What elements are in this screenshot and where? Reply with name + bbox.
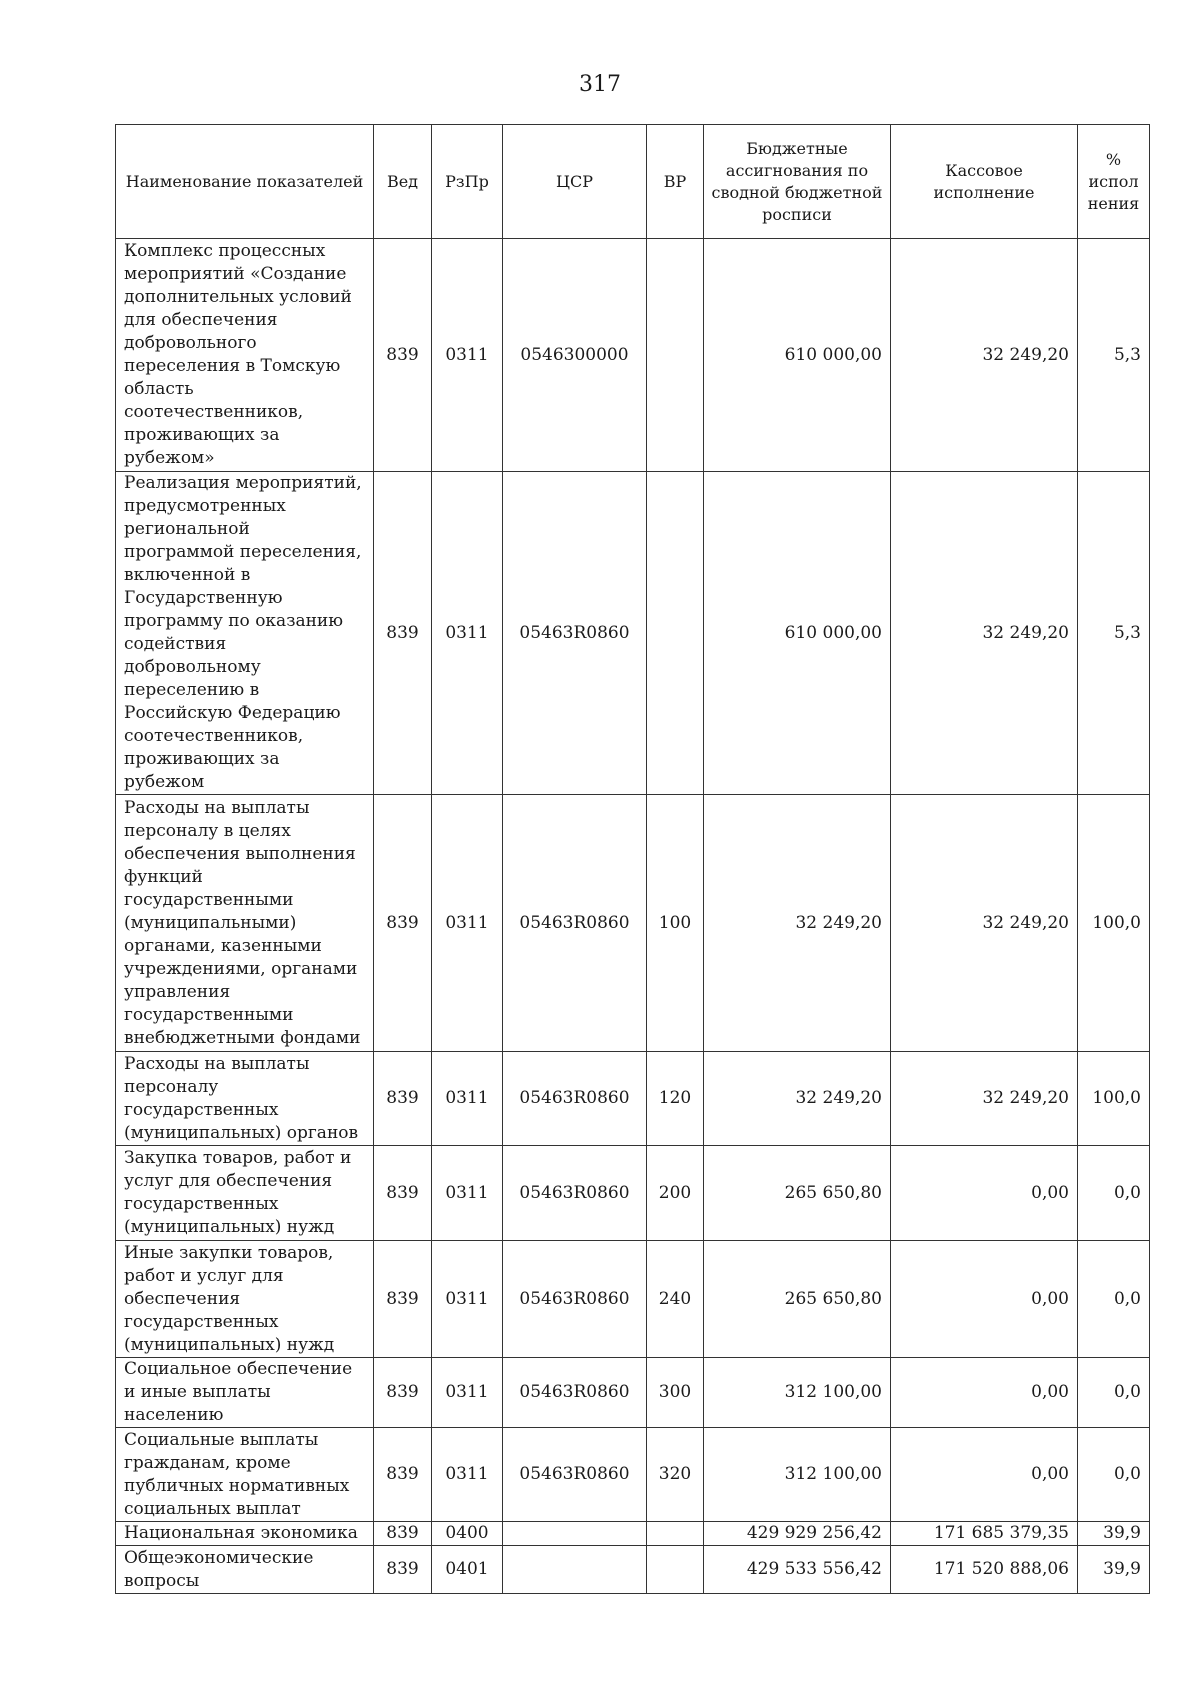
cell-budget: 32 249,20 <box>704 1052 891 1146</box>
cell-budget: 32 249,20 <box>704 795 891 1052</box>
header-cash: Кассовое исполнение <box>891 125 1078 239</box>
cell-csr: 0546300000 <box>503 239 647 472</box>
cell-budget: 429 533 556,42 <box>704 1546 891 1594</box>
budget-table <box>115 124 1150 1594</box>
cell-rzpr: 0311 <box>432 1146 503 1241</box>
cell-vr: 320 <box>647 1428 704 1522</box>
cell-vr <box>647 1546 704 1594</box>
cell-name: Расходы на выплаты персоналу в целях обеспечения выполнения функций государственными (муниципальными) органами, казенными учреждениями, органами управления государственными внебюджетными фондами <box>116 795 374 1052</box>
cell-budget: 312 100,00 <box>704 1428 891 1522</box>
cell-vr: 120 <box>647 1052 704 1146</box>
cell-vr: 200 <box>647 1146 704 1241</box>
cell-ved: 839 <box>374 1546 432 1594</box>
cell-rzpr: 0401 <box>432 1546 503 1594</box>
cell-ved: 839 <box>374 1052 432 1146</box>
header-ved: Вед <box>374 125 432 239</box>
cell-cash: 32 249,20 <box>891 795 1078 1052</box>
header-percent: % испол нения <box>1078 125 1150 239</box>
cell-cash: 171 520 888,06 <box>891 1546 1078 1594</box>
table-row <box>116 1428 1150 1522</box>
header-rzpr: РзПр <box>432 125 503 239</box>
cell-percent: 0,0 <box>1078 1428 1150 1522</box>
cell-csr: 05463R0860 <box>503 795 647 1052</box>
table-header-row <box>116 125 1150 239</box>
cell-percent: 5,3 <box>1078 239 1150 472</box>
cell-cash: 0,00 <box>891 1146 1078 1241</box>
header-budget: Бюджетные ассигнования по сводной бюджетной росписи <box>704 125 891 239</box>
cell-ved: 839 <box>374 1146 432 1241</box>
cell-csr: 05463R0860 <box>503 1146 647 1241</box>
cell-name: Комплекс процессных мероприятий «Создание дополнительных условий для обеспечения добровольного переселения в Томскую область соотечественников, проживающих за рубежом» <box>116 239 374 472</box>
cell-budget: 265 650,80 <box>704 1241 891 1358</box>
cell-name: Социальное обеспечение и иные выплаты населению <box>116 1358 374 1428</box>
cell-ved: 839 <box>374 1522 432 1546</box>
cell-csr <box>503 1522 647 1546</box>
cell-rzpr: 0311 <box>432 1428 503 1522</box>
cell-csr: 05463R0860 <box>503 1241 647 1358</box>
cell-cash: 32 249,20 <box>891 239 1078 472</box>
header-vr: ВР <box>647 125 704 239</box>
table-row <box>116 795 1150 1052</box>
cell-percent: 39,9 <box>1078 1546 1150 1594</box>
table-row <box>116 1146 1150 1241</box>
cell-percent: 0,0 <box>1078 1358 1150 1428</box>
cell-ved: 839 <box>374 239 432 472</box>
cell-ved: 839 <box>374 795 432 1052</box>
cell-budget: 429 929 256,42 <box>704 1522 891 1546</box>
cell-name: Закупка товаров, работ и услуг для обеспечения государственных (муниципальных) нужд <box>116 1146 374 1241</box>
cell-vr: 300 <box>647 1358 704 1428</box>
cell-percent: 5,3 <box>1078 472 1150 795</box>
cell-csr <box>503 1546 647 1594</box>
cell-vr <box>647 1522 704 1546</box>
cell-csr: 05463R0860 <box>503 1052 647 1146</box>
cell-percent: 100,0 <box>1078 1052 1150 1146</box>
cell-vr <box>647 239 704 472</box>
table-row <box>116 1052 1150 1146</box>
header-name: Наименование показателей <box>116 125 374 239</box>
cell-ved: 839 <box>374 1358 432 1428</box>
cell-vr: 100 <box>647 795 704 1052</box>
table-row <box>116 239 1150 472</box>
cell-cash: 0,00 <box>891 1428 1078 1522</box>
cell-cash: 0,00 <box>891 1241 1078 1358</box>
header-csr: ЦСР <box>503 125 647 239</box>
cell-percent: 0,0 <box>1078 1241 1150 1358</box>
cell-percent: 0,0 <box>1078 1146 1150 1241</box>
cell-name: Расходы на выплаты персоналу государственных (муниципальных) органов <box>116 1052 374 1146</box>
cell-cash: 32 249,20 <box>891 1052 1078 1146</box>
cell-budget: 610 000,00 <box>704 472 891 795</box>
cell-name: Национальная экономика <box>116 1522 374 1546</box>
cell-rzpr: 0311 <box>432 1052 503 1146</box>
cell-cash: 0,00 <box>891 1358 1078 1428</box>
cell-percent: 39,9 <box>1078 1522 1150 1546</box>
cell-cash: 32 249,20 <box>891 472 1078 795</box>
cell-csr: 05463R0860 <box>503 472 647 795</box>
cell-ved: 839 <box>374 1241 432 1358</box>
cell-budget: 265 650,80 <box>704 1146 891 1241</box>
cell-percent: 100,0 <box>1078 795 1150 1052</box>
table-row <box>116 1546 1150 1594</box>
table-row <box>116 1241 1150 1358</box>
cell-name: Общеэкономические вопросы <box>116 1546 374 1594</box>
cell-budget: 610 000,00 <box>704 239 891 472</box>
cell-rzpr: 0311 <box>432 239 503 472</box>
table-row <box>116 472 1150 795</box>
cell-cash: 171 685 379,35 <box>891 1522 1078 1546</box>
table-row <box>116 1522 1150 1546</box>
cell-vr <box>647 472 704 795</box>
cell-rzpr: 0311 <box>432 472 503 795</box>
cell-ved: 839 <box>374 1428 432 1522</box>
cell-rzpr: 0311 <box>432 1241 503 1358</box>
cell-name: Реализация мероприятий, предусмотренных региональной программой переселения, включенной в Государственную программу по оказанию содействия добровольному переселению в Российскую Федерацию соотечественников, проживающих за рубежом <box>116 472 374 795</box>
cell-vr: 240 <box>647 1241 704 1358</box>
cell-rzpr: 0311 <box>432 795 503 1052</box>
cell-csr: 05463R0860 <box>503 1428 647 1522</box>
cell-rzpr: 0400 <box>432 1522 503 1546</box>
cell-ved: 839 <box>374 472 432 795</box>
cell-budget: 312 100,00 <box>704 1358 891 1428</box>
page-number: 317 <box>579 72 621 97</box>
cell-rzpr: 0311 <box>432 1358 503 1428</box>
cell-csr: 05463R0860 <box>503 1358 647 1428</box>
table-row <box>116 1358 1150 1428</box>
cell-name: Социальные выплаты гражданам, кроме публичных нормативных социальных выплат <box>116 1428 374 1522</box>
cell-name: Иные закупки товаров, работ и услуг для обеспечения государственных (муниципальных) нужд <box>116 1241 374 1358</box>
